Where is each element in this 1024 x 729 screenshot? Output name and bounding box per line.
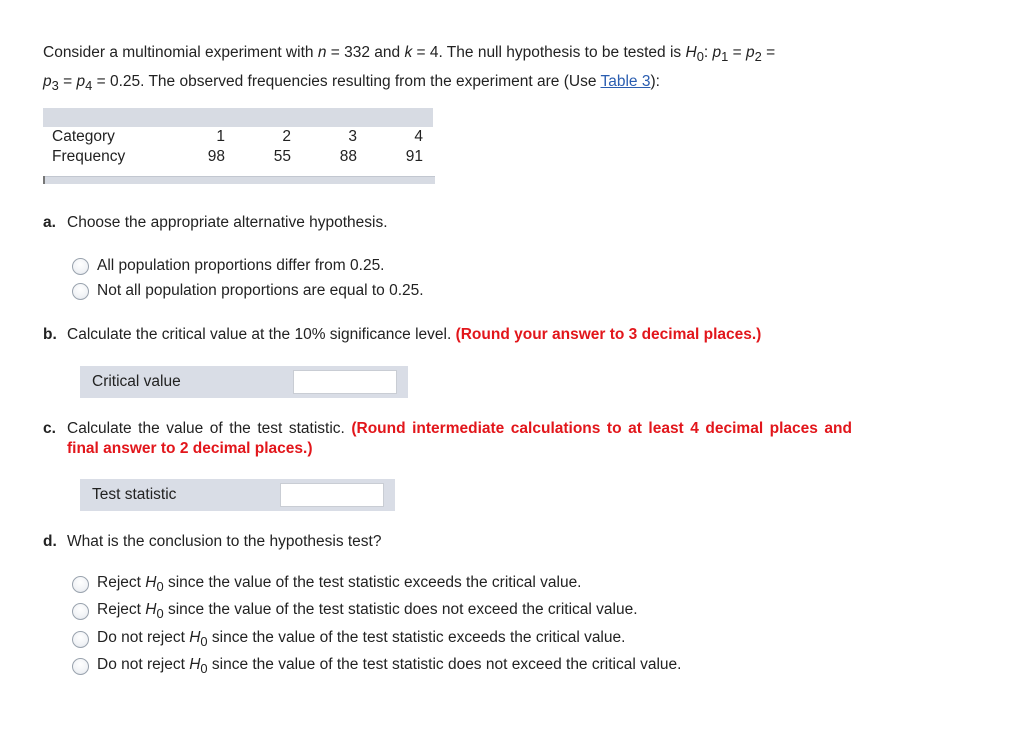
option-label: Do not reject $H_0$ since the value of the test statistic does not exceed the critical value. — [97, 655, 682, 677]
option-d-4[interactable] — [72, 655, 681, 677]
test-statistic-label: Test statistic — [92, 486, 177, 503]
h0-symbol: H — [685, 44, 697, 61]
option-label: All population proportions differ from 0.25. — [97, 257, 385, 274]
p4-subscript: 4 — [85, 78, 93, 94]
question-text: Choose the appropriate alternative hypothesis. — [67, 214, 388, 231]
option-a-1[interactable] — [72, 255, 385, 277]
radio-button[interactable] — [72, 576, 89, 593]
radio-button[interactable] — [72, 658, 89, 675]
rounding-note: (Round your answer to 3 decimal places.) — [455, 326, 762, 343]
option-label: Not all population proportions are equal to 0.25. — [97, 282, 424, 299]
critical-value-row — [80, 366, 408, 398]
p2-subscript: 2 — [754, 49, 762, 65]
question-c-letter-wrap — [43, 419, 67, 439]
question-c — [67, 419, 852, 459]
option-d-1[interactable] — [72, 573, 582, 595]
option-label: Reject $H_0$ since the value of the test statistic exceeds the critical value. — [97, 573, 582, 595]
intro-text: : — [703, 44, 713, 61]
question-a — [43, 213, 388, 233]
p1-symbol: p — [712, 44, 722, 61]
radio-button[interactable] — [72, 631, 89, 648]
option-d-2[interactable] — [72, 600, 638, 622]
table-footer-band — [43, 176, 435, 184]
question-text: What is the conclusion to the hypothesis test? — [67, 533, 382, 550]
category-cell: 1 — [216, 128, 225, 145]
category-cell: 2 — [282, 128, 291, 145]
p1-subscript: 1 — [721, 49, 729, 65]
p3-symbol: p — [43, 73, 52, 91]
table-row-frequency — [52, 148, 432, 168]
rounding-note: (Round intermediate calculations to at least 4 decimal places and final answer to 2 decimal places.) — [67, 420, 852, 457]
n-symbol: n — [317, 44, 327, 61]
question-b — [43, 325, 761, 345]
category-cell: 4 — [414, 128, 423, 145]
category-cell: 3 — [348, 128, 357, 145]
intro-text: = 0.25. The observed frequencies resulting from the experiment are (Use — [92, 73, 601, 91]
question-letter: d. — [43, 533, 57, 550]
radio-button[interactable] — [72, 283, 89, 300]
frequency-cell: 55 — [273, 148, 291, 165]
equals: = — [761, 44, 776, 61]
frequency-cell: 88 — [339, 148, 357, 165]
question-text: Calculate the value of the test statistic. — [67, 420, 352, 437]
option-d-3[interactable] — [72, 628, 625, 650]
p2-symbol: p — [745, 44, 755, 61]
p4-symbol: p — [76, 73, 86, 91]
radio-button[interactable] — [72, 258, 89, 275]
k-symbol: k — [404, 44, 413, 61]
frequency-label: Frequency — [52, 148, 126, 165]
option-label: Do not reject $H_0$ since the value of the test statistic exceeds the critical value. — [97, 628, 626, 650]
radio-button[interactable] — [72, 603, 89, 620]
question-d — [43, 532, 381, 552]
problem-statement — [43, 40, 863, 98]
intro-text: Consider a multinomial experiment with — [43, 44, 318, 61]
equals: = — [58, 73, 77, 91]
frequency-cell: 98 — [207, 148, 225, 165]
table-row-category — [52, 128, 432, 148]
table-header-band — [43, 108, 433, 127]
intro-text: = 4. The null hypothesis to be tested is — [412, 44, 686, 61]
question-letter: c. — [43, 420, 56, 437]
question-letter: b. — [43, 326, 57, 343]
option-a-2[interactable] — [72, 280, 424, 302]
p3-subscript: 3 — [51, 78, 59, 94]
test-statistic-input[interactable] — [280, 483, 384, 507]
table-corner — [43, 176, 45, 184]
table-3-link[interactable]: Table 3 — [600, 73, 651, 91]
h0-subscript: 0 — [696, 49, 704, 65]
question-letter: a. — [43, 214, 56, 231]
option-label: Reject $H_0$ since the value of the test statistic does not exceed the critical value. — [97, 600, 638, 622]
critical-value-input[interactable] — [293, 370, 397, 394]
frequency-cell: 91 — [405, 148, 423, 165]
intro-text: = 332 and — [326, 44, 405, 61]
question-text: Calculate the critical value at the 10% significance level. — [67, 326, 456, 343]
intro-text: ): — [650, 73, 660, 91]
category-label: Category — [52, 128, 115, 145]
test-statistic-row — [80, 479, 395, 511]
critical-value-label: Critical value — [92, 373, 181, 390]
equals: = — [728, 44, 746, 61]
